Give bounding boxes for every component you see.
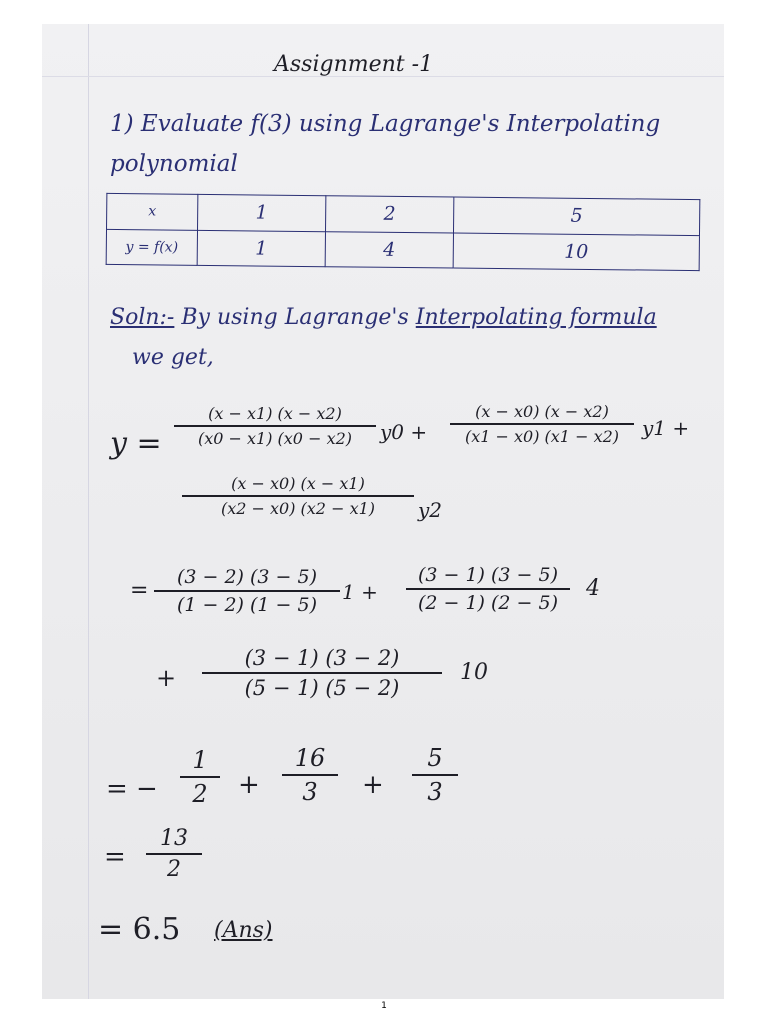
x-value: 1 (198, 194, 326, 231)
substitution-term-0 (154, 566, 340, 616)
numerator: (3 − 1) (3 − 5) (417, 564, 559, 586)
x-header: x (107, 193, 198, 229)
denominator: (1 − 2) (1 − 5) (176, 593, 318, 616)
fraction-bar (282, 774, 338, 776)
numerator: 16 (294, 744, 326, 772)
substitution-term-2 (202, 646, 442, 700)
answer-label: (Ans) (214, 918, 273, 943)
denominator: 3 (427, 777, 443, 806)
plus-sign: + (156, 664, 177, 692)
denominator: (x2 − x0) (x2 − x1) (220, 498, 376, 518)
numerator: (3 − 2) (3 − 5) (176, 566, 318, 588)
solution-text: Interpolating formula (415, 305, 657, 330)
equals-sign: = (130, 578, 149, 603)
page-number: 1 (381, 1001, 387, 1011)
fraction-bar (202, 672, 442, 674)
data-table (106, 193, 701, 271)
numerator: (x − x0) (x − x2) (475, 402, 609, 421)
denominator: (2 − 1) (2 − 5) (417, 591, 559, 614)
equals-sign: = (104, 842, 126, 872)
formula-term-2 (182, 474, 414, 518)
plus-sign: + (238, 770, 260, 800)
problem-number: 1) (110, 111, 134, 137)
simplified-fraction (282, 744, 338, 806)
x-value: 2 (325, 196, 453, 233)
solution-prefix: Soln:- (110, 305, 175, 330)
fraction-bar (154, 590, 340, 592)
denominator: 2 (167, 856, 181, 882)
numerator: 1 (192, 746, 208, 774)
y-value: 1 (197, 230, 325, 267)
denominator: 3 (302, 777, 318, 806)
formula-term-0 (174, 404, 376, 448)
final-answer: = 6.5 (98, 912, 181, 947)
simplified-fraction (412, 744, 458, 806)
margin-line (88, 24, 89, 999)
formula-coef: y0 + (380, 420, 428, 444)
solution-text: we get, (132, 345, 214, 370)
page-title: Assignment -1 (274, 52, 434, 77)
fraction-bar (412, 774, 458, 776)
substitution-coef: 4 (586, 576, 600, 601)
numerator: 5 (427, 744, 443, 772)
fraction-bar (174, 425, 376, 427)
fraction-bar (450, 423, 634, 425)
fraction-bar (406, 588, 570, 590)
fraction-bar (182, 495, 414, 497)
solution-text: By using Lagrange's (181, 305, 409, 330)
result-fraction (146, 826, 202, 882)
y-value: 10 (453, 233, 699, 271)
numerator: (x − x1) (x − x2) (208, 404, 342, 423)
substitution-coef: 10 (460, 660, 488, 685)
notebook-page (42, 24, 724, 999)
numerator: 13 (160, 826, 188, 851)
substitution-coef: 1 + (342, 580, 378, 604)
formula-lhs: y = (110, 426, 162, 461)
plus-sign: + (362, 770, 384, 800)
denominator: (x1 − x0) (x1 − x2) (464, 426, 620, 446)
fraction-bar (180, 776, 220, 778)
numerator: (3 − 1) (3 − 2) (244, 646, 400, 670)
equals-minus: = − (106, 774, 158, 804)
substitution-term-1 (406, 564, 570, 614)
problem-text: Evaluate f(3) using Lagrange's Interpolating polynomial (110, 111, 661, 177)
numerator: (x − x0) (x − x1) (231, 474, 365, 493)
denominator: (5 − 1) (5 − 2) (244, 675, 400, 700)
denominator: (x0 − x1) (x0 − x2) (197, 428, 353, 448)
y-value: 4 (325, 231, 453, 268)
fraction-bar (146, 853, 202, 855)
simplified-fraction (180, 746, 220, 808)
problem-statement (110, 104, 700, 184)
formula-term-1 (450, 402, 634, 446)
solution-intro (110, 298, 710, 378)
formula-coef: y1 + (642, 416, 690, 440)
formula-coef: y2 (418, 498, 443, 522)
denominator: 2 (192, 779, 208, 808)
x-value: 5 (453, 197, 699, 235)
table-row-y (106, 229, 699, 271)
y-header: y = f(x) (106, 229, 197, 265)
